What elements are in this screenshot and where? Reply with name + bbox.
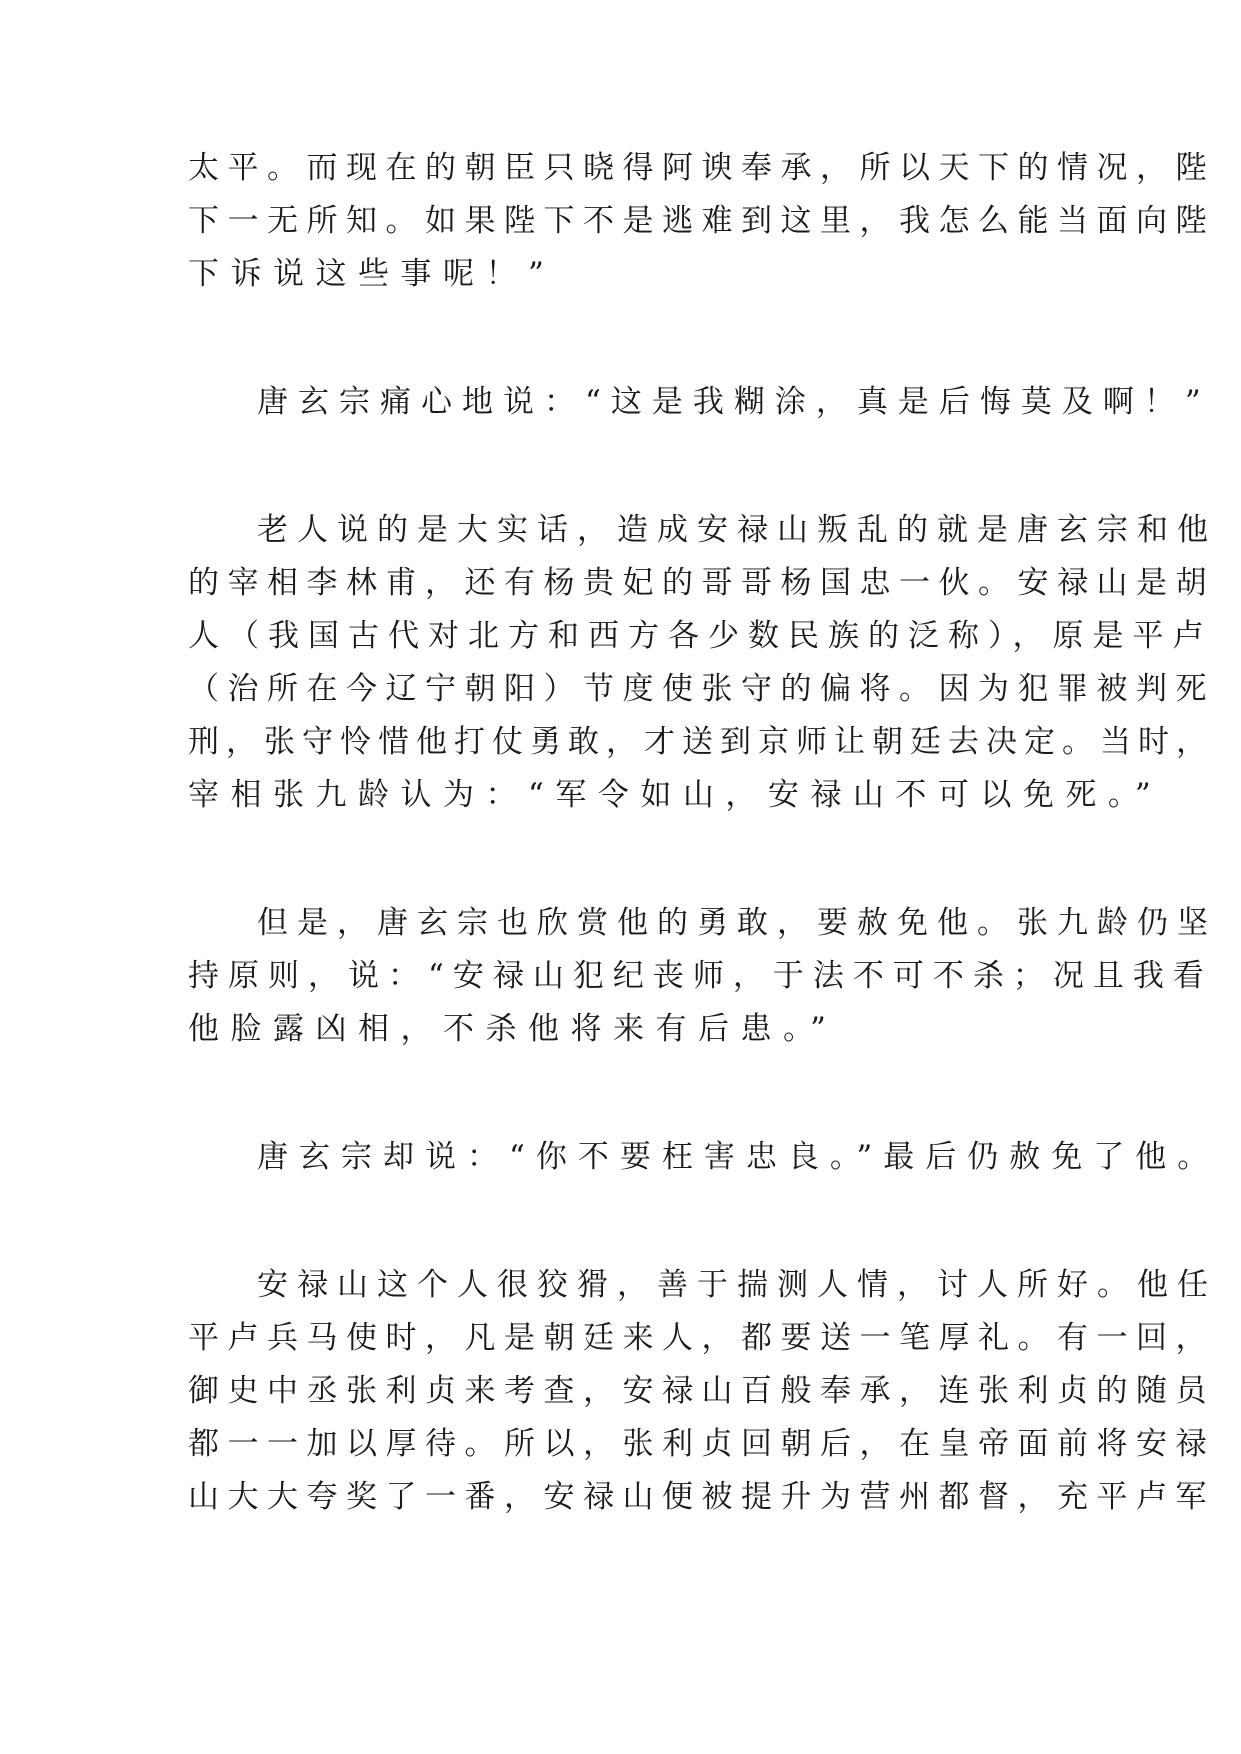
paragraph-1-line-3: 下诉说这些事呢！” bbox=[188, 256, 556, 292]
paragraph-6-line-4: 都一一加以厚待。所以，张利贞回朝后，在皇帝面前将安禄 bbox=[188, 1426, 1215, 1462]
paragraph-4-line-2: 持原则，说：“安禄山犯纪丧师，于法不可不杀；况且我看 bbox=[188, 958, 1213, 994]
paragraph-1-line-2: 下一无所知。如果陛下不是逃难到这里，我怎么能当面向陛 bbox=[188, 203, 1215, 239]
paragraph-6-line-3: 御史中丞张利贞来考查，安禄山百般奉承，连张利贞的随员 bbox=[188, 1373, 1215, 1409]
paragraph-3-line-4: （治所在今辽宁朝阳）节度使张守的偏将。因为犯罪被判死 bbox=[188, 671, 1215, 707]
paragraph-1-line-1: 太平。而现在的朝臣只晓得阿谀奉承，所以天下的情况，陛 bbox=[188, 150, 1215, 186]
paragraph-3-line-2: 的宰相李林甫，还有杨贵妃的哥哥杨国忠一伙。安禄山是胡 bbox=[188, 565, 1215, 601]
paragraph-6-line-1: 安禄山这个人很狡猾，善于揣测人情，讨人所好。他任 bbox=[257, 1267, 1217, 1303]
paragraph-4-line-3: 他脸露凶相，不杀他将来有后患。” bbox=[188, 1011, 838, 1047]
paragraph-5-line-1: 唐玄宗却说：“你不要枉害忠良。”最后仍赦免了他。 bbox=[257, 1139, 1220, 1175]
paragraph-2-line-1: 唐玄宗痛心地说：“这是我糊涂，真是后悔莫及啊！” bbox=[257, 384, 1211, 420]
paragraph-3-line-1: 老人说的是大实话，造成安禄山叛乱的就是唐玄宗和他 bbox=[257, 512, 1217, 548]
paragraph-6-line-5: 山大大夸奖了一番，安禄山便被提升为营州都督，充平卢军 bbox=[188, 1479, 1215, 1515]
paragraph-3-line-3: 人（我国古代对北方和西方各少数民族的泛称），原是平卢 bbox=[188, 618, 1213, 654]
paragraph-4-line-1: 但是，唐玄宗也欣赏他的勇敢，要赦免他。张九龄仍坚 bbox=[257, 905, 1217, 941]
paragraph-3-line-5: 刑，张守怜惜他打仗勇敢，才送到京师让朝廷去决定。当时， bbox=[188, 724, 1214, 760]
paragraph-3-line-6: 宰相张九龄认为：“军令如山，安禄山不可以免死。” bbox=[188, 777, 1163, 813]
paragraph-6-line-2: 平卢兵马使时，凡是朝廷来人，都要送一笔厚礼。有一回， bbox=[188, 1320, 1215, 1356]
